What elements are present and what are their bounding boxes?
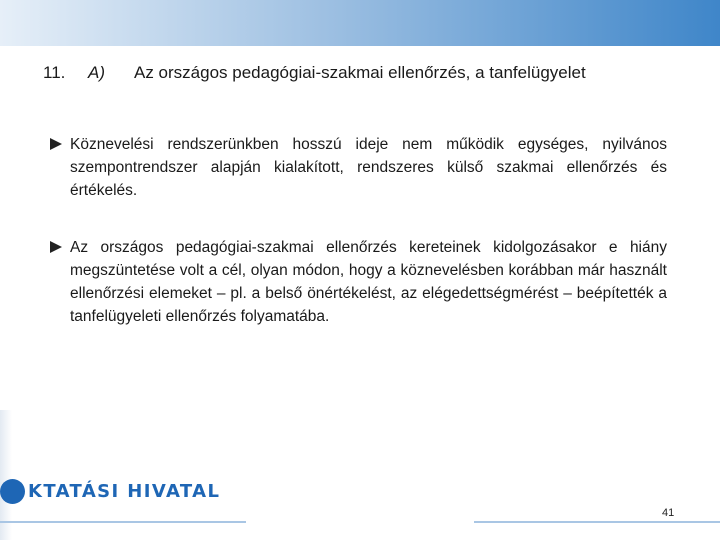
- bullet-text: Köznevelési rendszerünkben hosszú ideje nem működik egységes, nyilvános szempontrendszer alapján kialakított, rendszeres külső szakmai ellenőrzés és értékelés.: [70, 136, 667, 199]
- bullet-item: [50, 133, 667, 202]
- bullet-text: Az országos pedagógiai-szakmai ellenőrzés kereteinek kidolgozásakor e hiány megszüntetése volt a cél, olyan módon, hogy a köznevelésben korábban már használt ellenőrzési elemeket – pl. a belső önértékelést, az elégedettségmérést – beépítették a tanfelügyeleti ellenőrzés folyamatába.: [70, 239, 667, 325]
- footer-divider-right: [474, 521, 720, 523]
- title-number: 11.: [43, 63, 66, 82]
- bullet-item: [50, 236, 667, 328]
- footer-divider-left: [0, 521, 246, 523]
- logo-circle-icon: [0, 479, 25, 504]
- arrow-bullet-icon: [50, 138, 62, 150]
- header-gradient-bar: [0, 0, 720, 46]
- logo: [0, 478, 220, 504]
- page-number: 41: [662, 507, 675, 519]
- arrow-bullet-icon: [50, 241, 62, 253]
- bullet-list: [50, 133, 667, 328]
- slide-title: [43, 62, 703, 84]
- title-section: A): [88, 63, 105, 82]
- title-text: Az országos pedagógiai-szakmai ellenőrzés, a tanfelügyelet: [134, 63, 586, 82]
- logo-text: KTATÁSI HIVATAL: [28, 480, 221, 502]
